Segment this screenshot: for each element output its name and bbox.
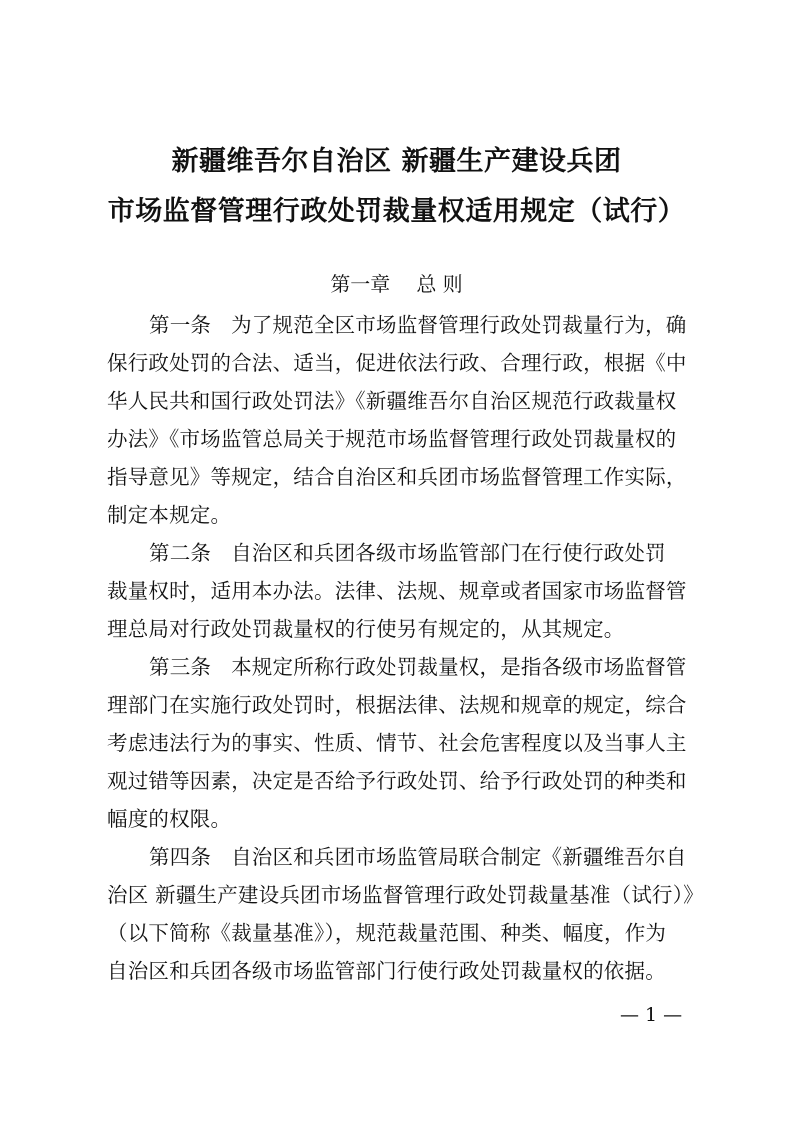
article-text-line: 观过错等因素，决定是否给予行政处罚、给予行政处罚的种类和 (107, 769, 687, 793)
article-text-line: 考虑违法行为的事实、性质、情节、社会危害程度以及当事人主 (107, 731, 687, 755)
article-text: 为了规范全区市场监督管理行政处罚裁量行为，确 (231, 313, 687, 337)
article-1 (107, 306, 697, 534)
article-4 (107, 838, 704, 990)
document-title-line-1: 新疆维吾尔自治区 新疆生产建设兵团 (171, 146, 622, 177)
article-number: 第二条 (149, 541, 212, 565)
article-2 (107, 534, 697, 648)
article-text-line: 幅度的权限。 (107, 807, 232, 831)
page-number: — 1 — (620, 1004, 683, 1026)
article-text-line: 理总局对行政处罚裁量权的行使另有规定的，从其规定。 (107, 617, 625, 641)
chapter-name: 总 则 (416, 272, 463, 296)
article-first-line (107, 648, 697, 686)
article-text: 本规定所称行政处罚裁量权，是指各级市场监督管 (231, 655, 687, 679)
article-text: 自治区和兵团市场监管局联合制定《新疆维吾尔自 (231, 845, 687, 869)
article-number: 第四条 (149, 845, 212, 869)
article-text-line: 治区 新疆生产建设兵团市场监督管理行政处罚裁量基准（试行）》 (107, 883, 704, 907)
article-text-line: 自治区和兵团各级市场监管部门行使行政处罚裁量权的依据。 (107, 959, 666, 983)
article-text-line: 理部门在实施行政处罚时，根据法律、法规和规章的规定，综合 (107, 693, 687, 717)
document-title-line-2: 市场监督管理行政处罚裁量权适用规定（试行） (107, 196, 686, 227)
chapter-number: 第一章 (330, 272, 391, 296)
article-number: 第一条 (149, 313, 212, 337)
article-text-line: 华人民共和国行政处罚法》《新疆维吾尔自治区规范行政裁量权 (107, 389, 677, 413)
article-number: 第三条 (149, 655, 212, 679)
article-text-line: 保行政处罚的合法、适当，促进依法行政、合理行政，根据《中 (107, 351, 687, 375)
article-first-line (107, 534, 697, 572)
article-3 (107, 648, 697, 838)
article-text-line: 指导意见》等规定，结合自治区和兵团市场监督管理工作实际， (107, 465, 687, 489)
chapter-heading (0, 270, 793, 298)
article-text-line: （以下简称《裁量基准》），规范裁量范围、种类、幅度，作为 (107, 921, 667, 945)
article-first-line (107, 306, 697, 344)
article-text-line: 裁量权时，适用本办法。法律、法规、规章或者国家市场监督管 (107, 579, 687, 603)
article-first-line (107, 838, 697, 876)
article-text-line: 办法》《市场监管总局关于规范市场监督管理行政处罚裁量权的 (107, 427, 677, 451)
article-text: 自治区和兵团各级市场监管部门在行使行政处罚 (231, 541, 666, 565)
article-text-line: 制定本规定。 (107, 503, 232, 527)
